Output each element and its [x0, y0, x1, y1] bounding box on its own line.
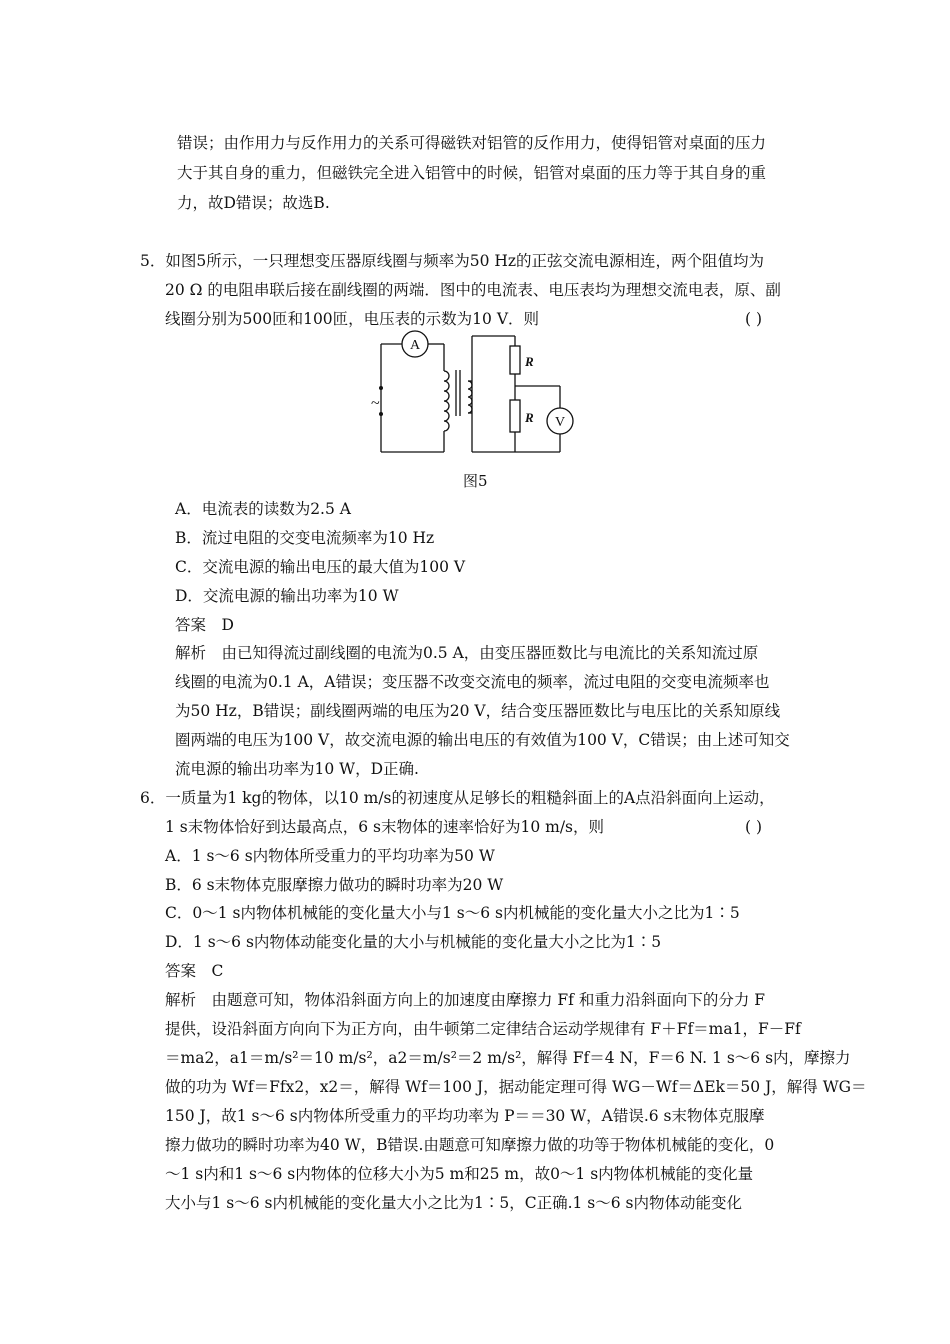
q6-analysis-line: 提供，设沿斜面方向向下为正方向，由牛顿第二定律结合运动学规律有 F＋Ff＝ma1，F－Ff [165, 1020, 801, 1038]
q5-option: A．电流表的读数为2.5 A [175, 500, 351, 518]
q6-option: B．6 s末物体克服摩擦力做功的瞬时功率为20 W [165, 876, 504, 894]
prev-solution-line: 错误；由作用力与反作用力的关系可得磁铁对铝管的反作用力，使得铝管对桌面的压力 [177, 134, 767, 152]
q5-option: B．流过电阻的交变电流频率为10 Hz [175, 529, 435, 547]
q6-option: A．1 s～6 s内物体所受重力的平均功率为50 W [165, 847, 495, 865]
q6-analysis-line: 解析 由题意可知，物体沿斜面方向上的加速度由摩擦力 Ff 和重力沿斜面向下的分力 F [165, 991, 766, 1009]
q5-analysis-line: 流电源的输出功率为10 W，D正确. [175, 760, 419, 778]
prev-solution-line: 力，故D错误；故选B. [177, 194, 330, 212]
q5-stem-line: 5．如图5所示，一只理想变压器原线圈与频率为50 Hz的正弦交流电源相连，两个阻值均为 [140, 252, 765, 270]
q6-stem-line: 1 s末物体恰好到达最高点，6 s末物体的速率恰好为10 m/s，则 [165, 818, 605, 836]
q5-stem-line: 20 Ω 的电阻串联后接在副线圈的两端．图中的电流表、电压表均为理想交流电表，原、副 [165, 281, 781, 299]
q5-analysis-line: 线圈的电流为0.1 A，A错误；变压器不改变交流电的频率，流过电阻的交变电流频率也 [175, 673, 770, 691]
q6-analysis-line: ＝ma2，a1＝m/s²＝10 m/s²，a2＝m/s²＝2 m/s²，解得 Ff＝4 N，F＝6 N. 1 s～6 s内，摩擦力 [165, 1049, 851, 1067]
q6-analysis-line: 大小与1 s～6 s内机械能的变化量大小之比为1∶5，C正确.1 s～6 s内物体动能变化 [165, 1194, 742, 1212]
q5-figure-caption: 图5 [463, 472, 488, 490]
q5-answer-bracket: ( ) [745, 310, 763, 328]
q6-analysis-line: 150 J，故1 s～6 s内物体所受重力的平均功率为 P＝＝30 W，A错误.6 s末物体克服摩 [165, 1107, 765, 1125]
q6-answer: 答案 C [165, 962, 224, 980]
resistor-label-top: R [525, 354, 534, 369]
q6-stem-line: 6．一质量为1 kg的物体，以10 m/s的初速度从足够长的粗糙斜面上的A点沿斜面向上运动， [140, 789, 775, 807]
q5-stem-line: 线圈分别为500匝和100匝，电压表的示数为10 V．则 [165, 310, 540, 328]
q6-option: D．1 s～6 s内物体动能变化量的大小与机械能的变化量大小之比为1∶5 [165, 933, 662, 951]
q5-analysis-line: 解析 由已知得流过副线圈的电流为0.5 A，由变压器匝数比与电流比的关系知流过原 [175, 644, 759, 662]
q5-option: C．交流电源的输出电压的最大值为100 V [175, 558, 466, 576]
q6-answer-bracket: ( ) [745, 818, 763, 836]
q6-analysis-line: 擦力做功的瞬时功率为40 W，B错误.由题意可知摩擦力做的功等于物体机械能的变化，0 [165, 1136, 775, 1154]
q6-analysis-line: ～1 s内和1 s～6 s内物体的位移大小为5 m和25 m，故0～1 s内物体机械能的变化量 [165, 1165, 754, 1183]
source-symbol: ~ [371, 395, 380, 412]
q6-analysis-line: 做的功为 Wf＝Ffx2，x2＝，解得 Wf＝100 J，据动能定理可得 WG－Wf＝ΔEk＝50 J，解得 WG＝ [165, 1078, 867, 1096]
q5-analysis-line: 圈两端的电压为100 V，故交流电源的输出电压的有效值为100 V，C错误；由上述可知交 [175, 731, 790, 749]
q5-answer: 答案 D [175, 616, 234, 634]
prev-solution-line: 大于其自身的重力，但磁铁完全进入铝管中的时候，铝管对桌面的压力等于其自身的重 [177, 164, 767, 182]
q5-option: D．交流电源的输出功率为10 W [175, 587, 399, 605]
resistor-label-bottom: R [525, 410, 534, 425]
voltmeter-label: V [554, 415, 566, 430]
q5-circuit-diagram [371, 336, 577, 456]
q6-option: C．0～1 s内物体机械能的变化量大小与1 s～6 s内机械能的变化量大小之比为1∶5 [165, 904, 740, 922]
q5-analysis-line: 为50 Hz，B错误；副线圈两端的电压为20 V，结合变压器匝数比与电压比的关系知原线 [175, 702, 781, 720]
ammeter-label: A [409, 338, 421, 353]
